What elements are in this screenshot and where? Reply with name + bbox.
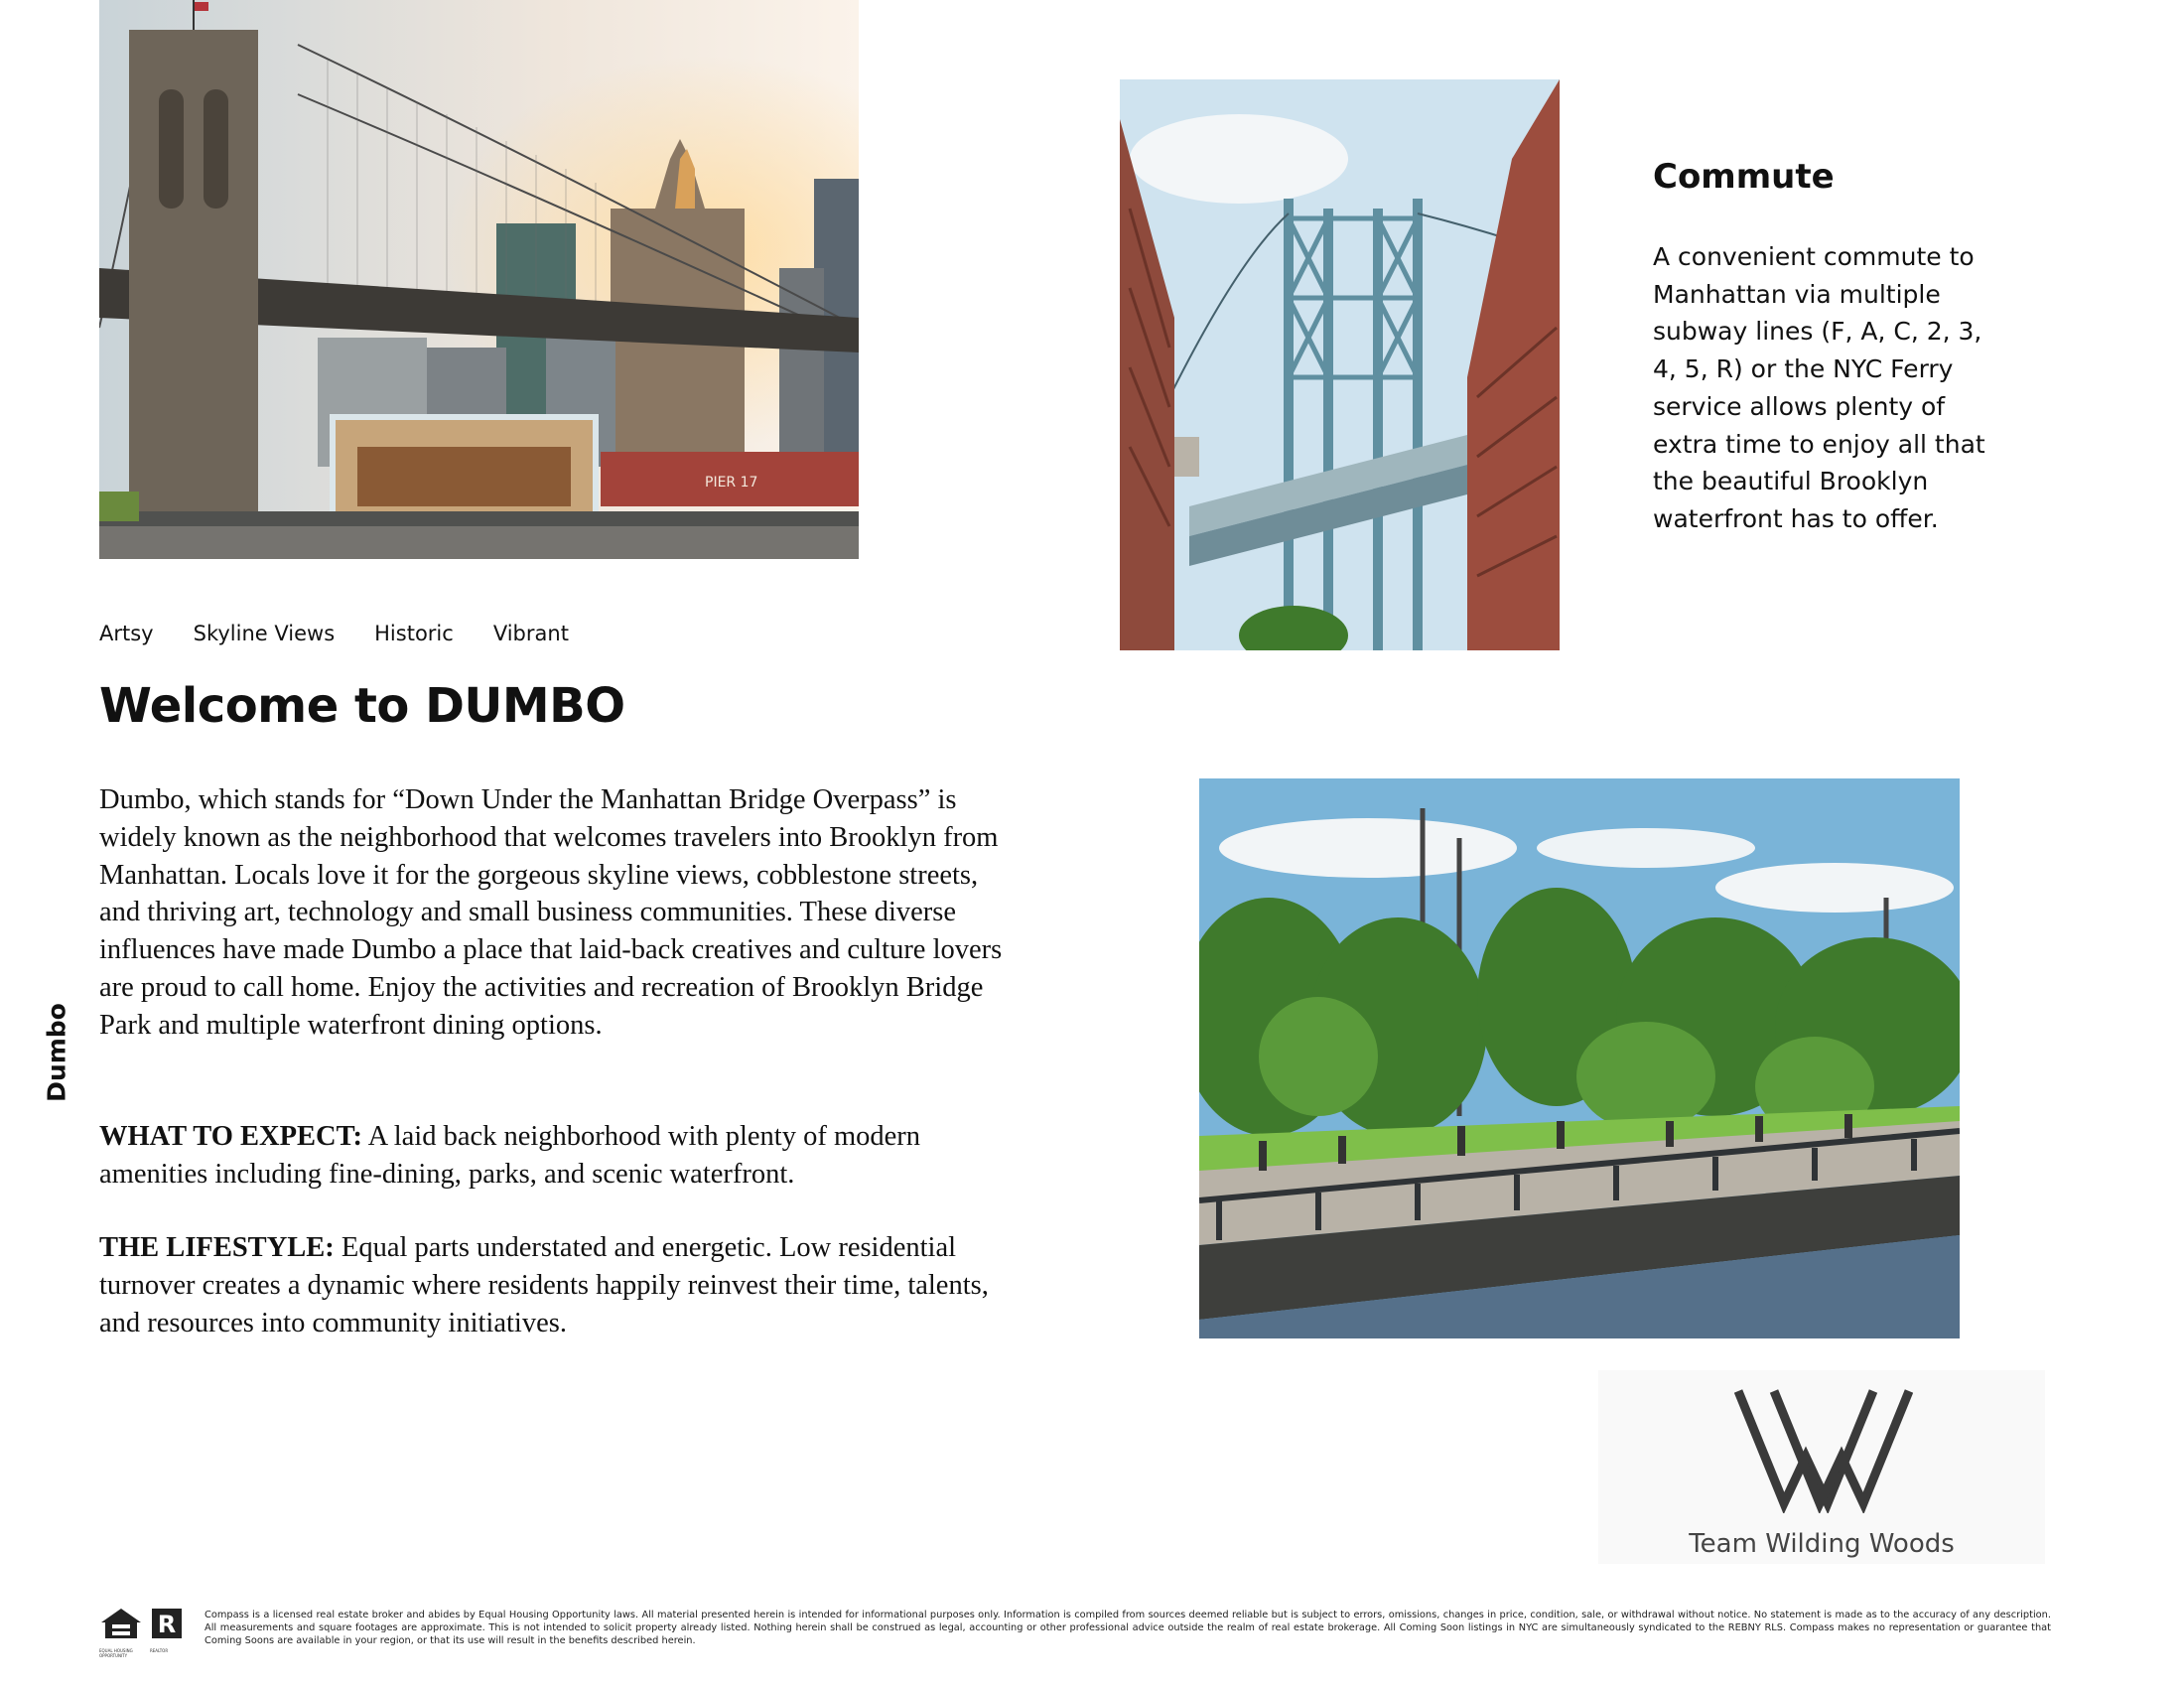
what-to-expect-paragraph [99, 1118, 1003, 1194]
tag-historic[interactable]: Historic [374, 622, 454, 645]
lifestyle-label: THE LIFESTYLE: [99, 1232, 335, 1263]
side-label: Dumbo [42, 1003, 71, 1102]
commute-text: A convenient commute to Manhattan via multiple subway lines (F, A, C, 2, 3, 4, 5, R) or the NYC Ferry service allows plenty of extra time to enjoy all that the beautiful Brooklyn waterfront has to offer. [1653, 242, 1985, 533]
realtor-caption: REALTOR [150, 1648, 169, 1653]
manhattan-bridge-photo [1120, 79, 1560, 650]
commute-heading: Commute [1653, 157, 1835, 197]
what-to-expect-label: WHAT TO EXPECT: [99, 1121, 363, 1152]
brooklyn-bridge-photo [99, 0, 859, 559]
intro-paragraph: Dumbo, which stands for “Down Under the Manhattan Bridge Overpass” is widely known as the neighborhood that welcomes travelers into Brooklyn from Manhattan. Locals love it for the gorgeous skyline views, cobblestone streets, and thriving art, technology and small business communities. These diverse influences have made Dumbo a place that laid-back creatives and culture lovers are proud to call home. Enjoy the activities and recreation of Brooklyn Bridge Park and multiple waterfront dining options. [99, 784, 1003, 1041]
equal-housing-icon [99, 1607, 143, 1646]
svg-text:R: R [157, 1611, 177, 1638]
w-monogram-icon [1734, 1389, 1913, 1513]
team-name: Team Wilding Woods [1689, 1529, 1955, 1559]
what-to-expect-text: A laid back neighborhood with plenty of modern amenities including fine-dining, parks, and scenic waterfront. [99, 1121, 920, 1190]
team-logo [1598, 1370, 2045, 1564]
tag-skyline-views[interactable]: Skyline Views [193, 622, 336, 645]
waterfront-park-photo [1199, 778, 1960, 1338]
legal-disclaimer: Compass is a licensed real estate broker and abides by Equal Housing Opportunity laws. All material presented herein is intended for informational purposes only. Information is compiled from sources deemed reliable but is subject to errors, omissions, changes in price, condition, sale, or withdrawal without notice. No statement is made as to the accuracy of any description. All measurements and square footages are approximate. This is not intended to solicit property already listed. Nothing herein shall be construed as legal, accounting or other professional advice outside the realm of real estate brokerage. All Coming Soon listings in NYC are simultaneously syndicated to the REBNY RLS. Compass makes no representation or guarantee that Coming Soons are available in your region, or that its use will result in the benefits described herein. [205, 1610, 2051, 1646]
equal-housing-caption: EQUAL HOUSING OPPORTUNITY [99, 1648, 133, 1658]
realtor-icon [150, 1607, 184, 1646]
pier-17-sign: PIER 17 [705, 475, 758, 491]
neighborhood-tags [99, 622, 569, 645]
tag-vibrant[interactable]: Vibrant [492, 622, 569, 645]
lifestyle-text: Equal parts understated and energetic. Low residential turnover creates a dynamic where residents happily reinvest their time, talents, and resources into community initiatives. [99, 1232, 989, 1338]
page-title: Welcome to DUMBO [99, 678, 625, 734]
tag-artsy[interactable]: Artsy [99, 622, 154, 645]
lifestyle-paragraph [99, 1229, 1003, 1341]
